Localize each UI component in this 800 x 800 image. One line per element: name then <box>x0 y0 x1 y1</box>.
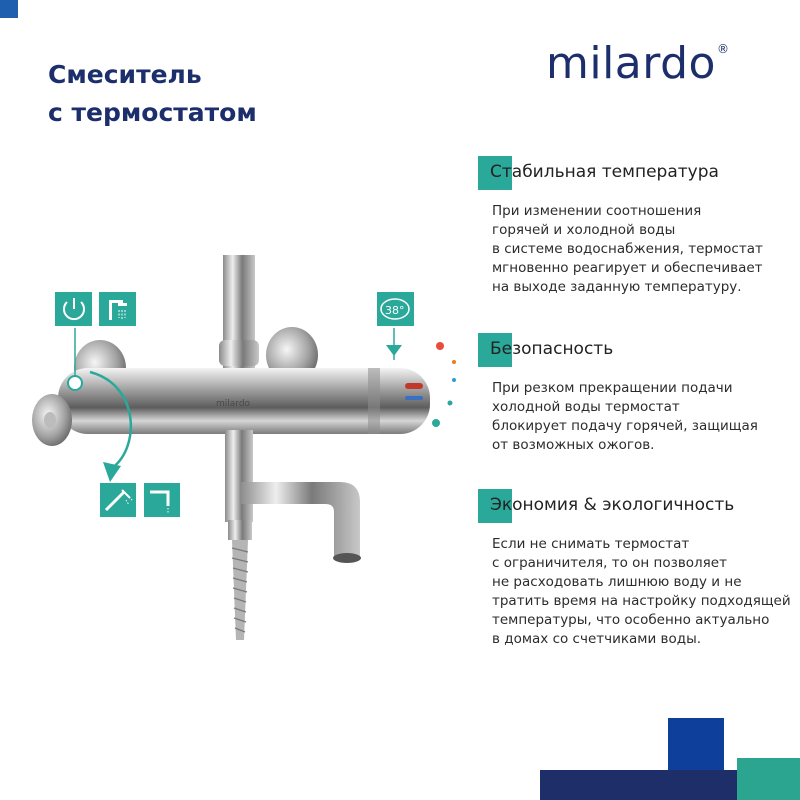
title-line-2: с термостатом <box>48 98 257 127</box>
feature-line: При резком прекращении подачи <box>492 380 733 396</box>
spout-icon <box>144 483 180 517</box>
feature-line: При изменении соотношения <box>492 203 702 219</box>
temp-marker <box>405 383 423 389</box>
thermostat-badge: 38° <box>385 304 405 317</box>
decor-block-teal <box>737 758 800 800</box>
feature-description <box>492 379 788 455</box>
feature-line: холодной воды термостат <box>492 399 680 415</box>
feature-stable-temperature <box>478 156 788 297</box>
feature-line: не расходовать лишнюю воду и не <box>492 574 742 590</box>
temp-dot <box>448 401 453 406</box>
thermostat-pointer <box>386 345 402 356</box>
button-highlight <box>68 376 82 390</box>
hand-shower-icon <box>100 483 136 517</box>
temp-dot <box>436 342 444 350</box>
thermometer-display-icon <box>377 292 414 326</box>
title-line-1: Смеситель <box>48 60 202 89</box>
feature-heading <box>478 156 788 190</box>
pipe-collar <box>219 340 259 366</box>
feature-line: горячей и холодной воды <box>492 222 676 238</box>
decor-block-navy <box>540 770 740 800</box>
corner-accent <box>0 0 18 18</box>
feature-safety <box>478 333 788 455</box>
feature-line: в системе водоснабжения, термостат <box>492 241 763 257</box>
feature-line: в домах со счетчиками воды. <box>492 631 702 647</box>
diverter-knob-center <box>44 412 56 428</box>
thermostatic-mixer-illustration <box>0 220 470 660</box>
hose-connector <box>228 520 252 540</box>
feature-heading-text: Безопасность <box>490 339 614 359</box>
feature-heading-text: Стабильная температура <box>490 162 719 182</box>
feature-line: на выходе заданную температуру. <box>492 279 742 295</box>
registered-mark: ® <box>716 42 730 56</box>
rotation-arrow-head <box>103 462 121 482</box>
temp-dot <box>432 419 440 427</box>
page-title <box>48 56 257 132</box>
feature-economy <box>478 489 791 649</box>
thermostat-ring <box>368 368 380 434</box>
feature-line: тратить время на настройку подходящей <box>492 593 791 609</box>
brand-name: milardo <box>546 38 716 89</box>
feature-heading <box>478 489 788 523</box>
shower-head-icon <box>99 292 136 326</box>
bottom-outlet <box>225 430 253 522</box>
power-icon <box>55 292 92 326</box>
feature-line: с ограничителя, то он позволяет <box>492 555 727 571</box>
feature-heading-text: Экономия & экологичность <box>490 495 735 515</box>
temp-marker <box>405 396 423 400</box>
feature-heading <box>478 333 788 367</box>
temp-dot <box>452 360 456 364</box>
mixer-brand-mark: milardo <box>216 399 251 409</box>
feature-line: мгновенно реагирует и обеспечивает <box>492 260 763 276</box>
feature-description <box>492 202 788 297</box>
feature-line: Если не снимать термостат <box>492 536 690 552</box>
bath-spout <box>240 482 360 558</box>
spout-mouth <box>333 553 361 563</box>
feature-line: температуры, что особенно актуально <box>492 612 770 628</box>
feature-description <box>492 535 791 649</box>
temp-dot <box>452 378 456 382</box>
brand-logo <box>546 38 729 89</box>
feature-line: от возможных ожогов. <box>492 437 655 453</box>
feature-line: блокирует подачу горячей, защищая <box>492 418 758 434</box>
